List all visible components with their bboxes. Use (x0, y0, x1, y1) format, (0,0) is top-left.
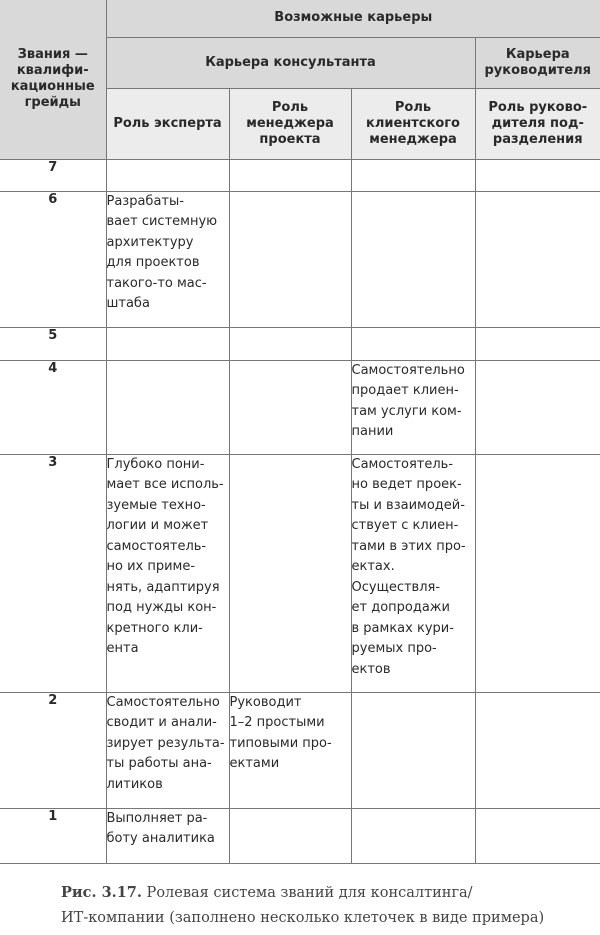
table-row (0, 191, 600, 327)
table-cell: Руководит 1–2 простыми типовыми про- ектами (229, 692, 351, 808)
table-cell: Глубоко пони- мает все исполь- зуемые техно- логии и может самостоятель- но их приме- нять, адаптируя под нужды кон- кретного кли- ента (106, 454, 229, 692)
manager-career-header: Карьера руководителя (475, 37, 600, 88)
grade-number: 2 (0, 692, 106, 808)
table-row (0, 454, 600, 692)
table-cell (475, 327, 600, 360)
table-row (0, 808, 600, 863)
table-cell (229, 454, 351, 692)
grade-number: 7 (0, 159, 106, 191)
table-cell: Выполняет ра- боту аналитика (106, 808, 229, 863)
grade-number: 4 (0, 360, 106, 454)
table-cell (229, 159, 351, 191)
table-cell (106, 159, 229, 191)
possible-careers-header: Возможные карьеры (106, 0, 600, 37)
table-cell (229, 327, 351, 360)
figure-number: Рис. 3.17. (61, 884, 142, 901)
role-expert-header: Роль эксперта (106, 88, 229, 159)
table-row (0, 692, 600, 808)
consultant-career-header: Карьера консультанта (106, 37, 475, 88)
table-cell (475, 454, 600, 692)
table-cell: Самостоятель- но ведет проек- ты и взаимодей- ствует с клиен- тами в этих про- ектах. Осуществля- ет допродажи в рамках кури- руемых про- ектов (351, 454, 475, 692)
table-cell (351, 692, 475, 808)
table-cell (475, 191, 600, 327)
table-cell (106, 327, 229, 360)
table-cell (229, 191, 351, 327)
role-project-manager-header: Роль менеджера проекта (229, 88, 351, 159)
table-row (0, 360, 600, 454)
table-cell: Самостоятельно сводит и анали- зирует результа- ты работы ана- литиков (106, 692, 229, 808)
table-cell (106, 360, 229, 454)
role-unit-head-header: Роль руково- дителя под- разделения (475, 88, 600, 159)
table-row (0, 327, 600, 360)
grade-number: 1 (0, 808, 106, 863)
grade-number: 3 (0, 454, 106, 692)
table-cell (351, 191, 475, 327)
table-cell (475, 159, 600, 191)
table-cell (475, 360, 600, 454)
table-cell (351, 808, 475, 863)
table-cell (229, 808, 351, 863)
grades-header: Звания — квалифи- кационные грейды (0, 0, 106, 159)
grade-number: 6 (0, 191, 106, 327)
table-cell: Разрабаты- вает системную архитектуру для проектов такого-то мас- штаба (106, 191, 229, 327)
role-client-manager-header: Роль клиентского менеджера (351, 88, 475, 159)
table-cell (475, 808, 600, 863)
table-row (0, 159, 600, 191)
table-cell (229, 360, 351, 454)
figure-caption-text: Ролевая система званий для консалтинга/ ИТ-компании (заполнено несколько клеточек в виде примера) (61, 885, 545, 926)
table-cell (475, 692, 600, 808)
table-cell (351, 159, 475, 191)
figure-caption (61, 880, 596, 931)
grade-number: 5 (0, 327, 106, 360)
table-cell: Самостоятельно продает клиен- там услуги ком- пании (351, 360, 475, 454)
table-cell (351, 327, 475, 360)
